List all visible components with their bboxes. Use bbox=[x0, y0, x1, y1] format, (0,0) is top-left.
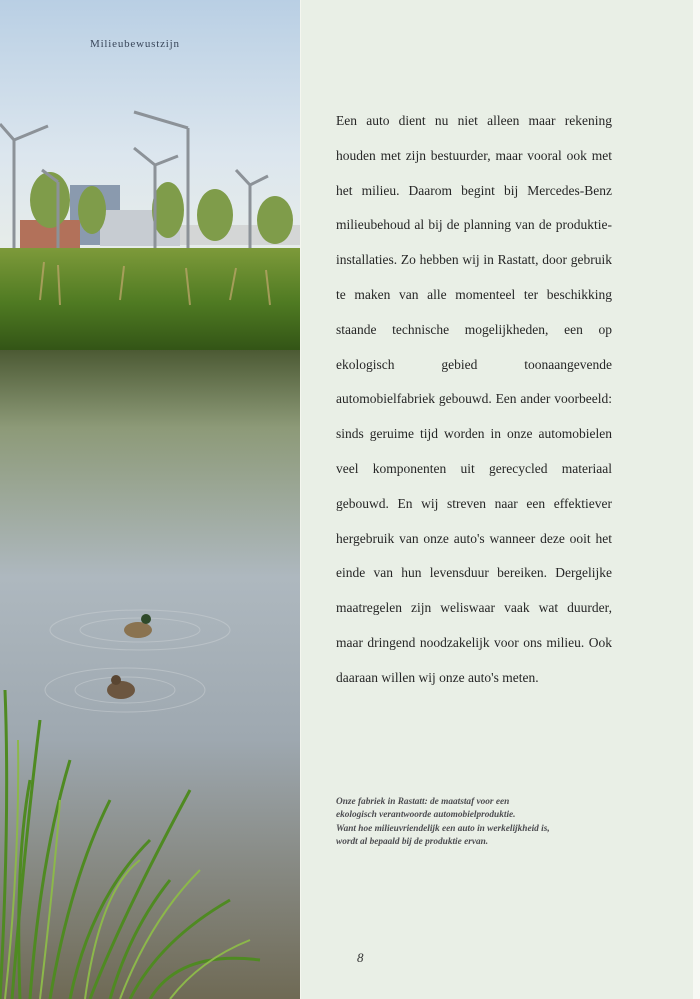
caption-line: wordt al bepaald bij de produktie ervan. bbox=[336, 837, 489, 848]
caption-line: ekologisch verantwoorde automobielproduktie. bbox=[336, 810, 516, 821]
section-label: Milieubewustzijn bbox=[90, 38, 180, 50]
body-text: Een auto dient nu niet alleen maar rekening houden met zijn bestuurder, maar vooral ook met het milieu. Daarom begint bij Mercedes-Benz milieubehoud al bij de planning van de produktie-installaties. Zo hebben wij in Rastatt, door gebruik te maken van alle momenteel ter beschikking staande technische mogelijkheden, een op ekologisch gebied toonaangevende automobielfabriek gebouwd. Een ander voorbeeld: sinds geruime tijd worden in onze automobielen veel komponenten uit gerecycled materiaal gebouwd. En wij streven naar een effektiever hergebruik van onze auto's wanneer deze ooit het einde van hun levensduur bereiken. Dergelijke maatregelen zijn weliswaar vaak wat duurder, maar dringend noodzakelijk voor ons milieu. Ook daaraan willen wij onze auto's meten. bbox=[336, 113, 612, 685]
page-edge bbox=[693, 0, 700, 999]
page-number: 8 bbox=[357, 950, 364, 965]
photo-caption bbox=[336, 796, 606, 850]
photo-illustration bbox=[0, 0, 300, 999]
factory-pond-photo bbox=[0, 0, 300, 999]
caption-line: Want hoe milieuvriendelijk een auto in werkelijkheid is, bbox=[336, 823, 550, 834]
caption-line: Onze fabriek in Rastatt: de maatstaf voor een bbox=[336, 797, 510, 807]
